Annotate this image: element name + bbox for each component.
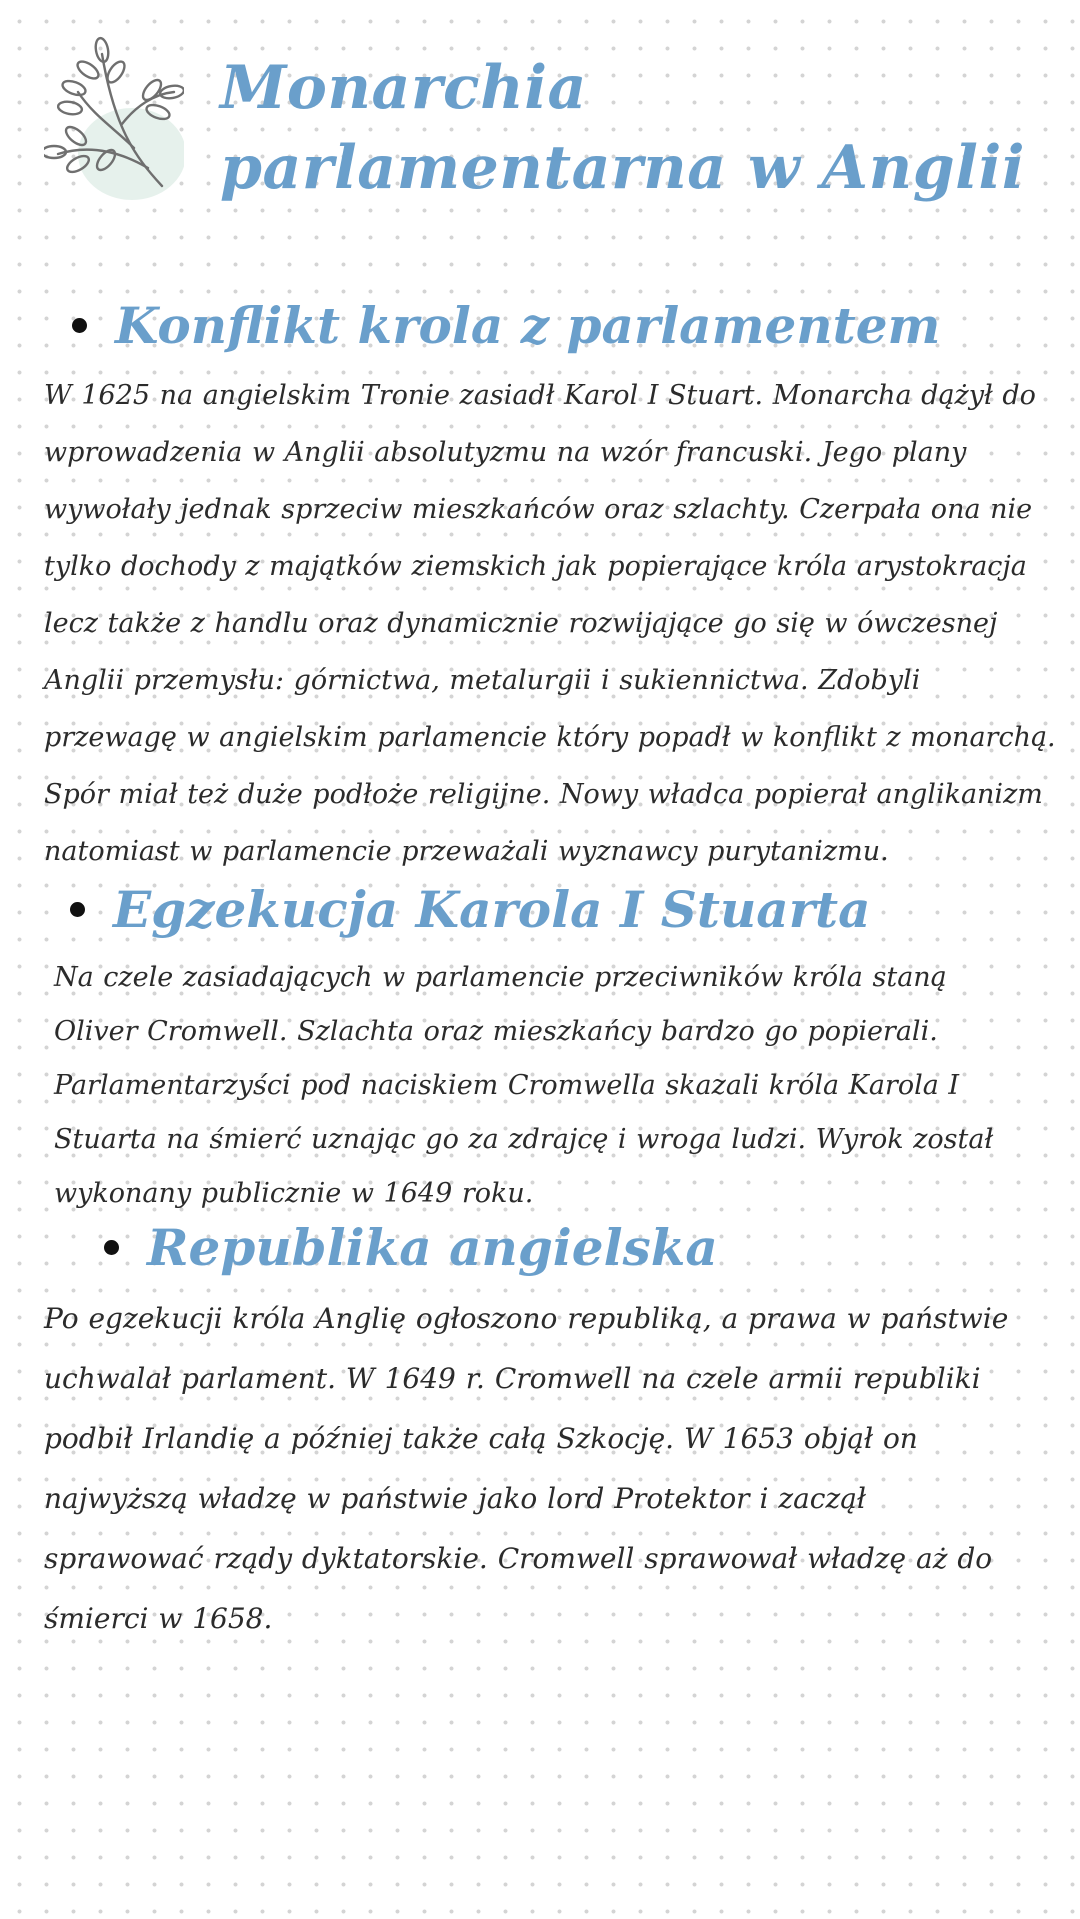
- section-body: W 1625 na angielskim Tronie zasiadł Karol I Stuart. Monarcha dążył do wprowadzenia w Anglii absolutyzmu na wzór francuski. Jego plany wywołały jednak sprzeciw mieszkańców oraz szlachty. Czerpała ona nie tylko dochody z majątków ziemskich jak popierające króla arystokracja lecz także z handlu oraz dynamicznie rozwijające go się w ówczesnej Anglii przemysłu: górnictwa, metalurgii i sukiennictwa. Zdobyli przewagę w angielskim parlamencie który popadł w konflikt z monarchą. Spór miał też duże podłoże religijne. Nowy władca popierał anglikanizm natomiast w parlamencie przeważali wyznawcy purytanizmu.: [44, 380, 1056, 867]
- section-body: Na czele zasiadających w parlamencie przeciwników króla staną Oliver Cromwell. Szlachta oraz mieszkańcy bardzo go popierali. Parlamentarzyści pod naciskiem Cromwella skazali króla Karola I Stuarta na śmierć uznając go za zdrajcę i wroga ludzi. Wyrok został wykonany publicznie w 1649 roku.: [54, 962, 994, 1209]
- section-republika: [44, 1218, 1034, 1649]
- bullet-dot-icon: [70, 902, 85, 917]
- section-heading-text: Egzekucja Karola I Stuarta: [113, 880, 871, 939]
- section-egzekucja: [54, 880, 1034, 1221]
- page-title-line-2: parlamentarna w Anglii: [220, 133, 1026, 203]
- section-heading: [72, 296, 1060, 355]
- section-heading-text: Republika angielska: [147, 1218, 718, 1277]
- section-heading: [70, 880, 1034, 939]
- section-heading-text: Konflikt krola z parlamentem: [115, 296, 941, 355]
- leaf-branch-icon: [44, 36, 184, 206]
- section-body: Po egzekucji króla Anglię ogłoszono republiką, a prawa w państwie uchwalał parlament. W 1649 r. Cromwell na czele armii republiki podbił Irlandię a później także całą Szkocję. W 1653 objął on najwyższą władzę w państwie jako lord Protektor i zaczął sprawować rządy dyktatorskie. Cromwell sprawował władzę aż do śmierci w 1658.: [44, 1302, 1009, 1635]
- page-title-line-1: Monarchia: [220, 53, 587, 123]
- section-heading: [104, 1218, 1034, 1277]
- page-title: [220, 48, 1040, 208]
- section-konflikt: [44, 296, 1060, 880]
- bullet-dot-icon: [72, 318, 87, 333]
- bullet-dot-icon: [104, 1240, 119, 1255]
